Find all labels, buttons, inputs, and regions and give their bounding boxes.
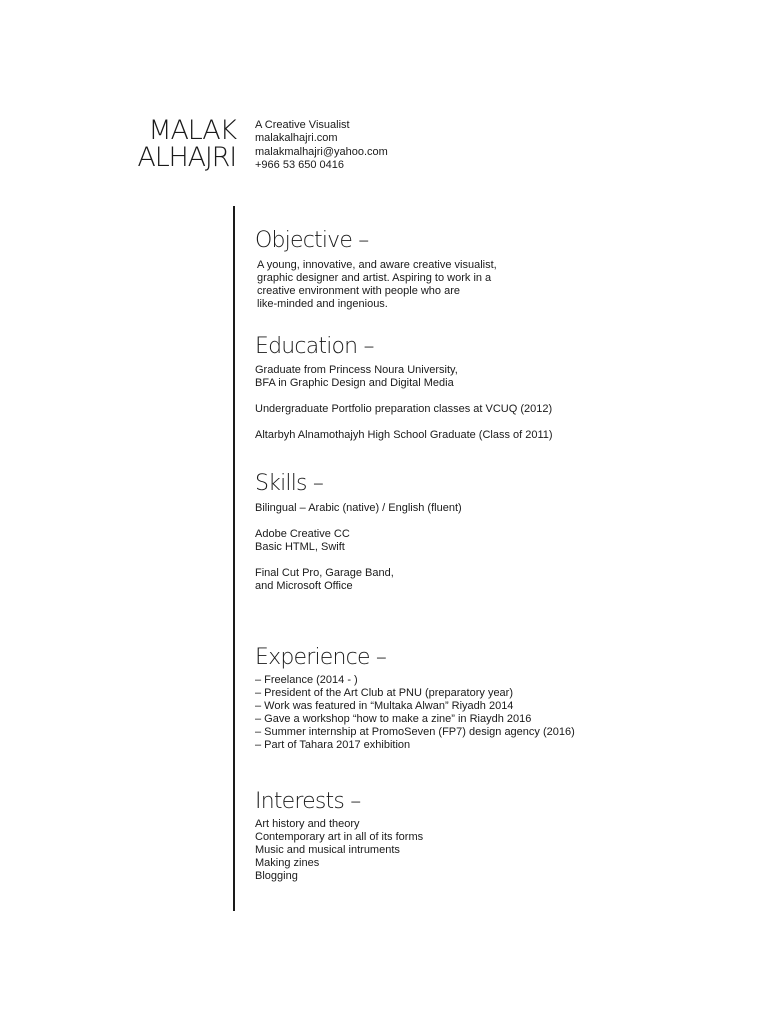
phone-number: +966 53 650 0416 (255, 158, 345, 171)
name-last: ALHAJRI (137, 142, 236, 173)
skills-list (255, 502, 462, 593)
experience-item: – Work was featured in “Multaka Alwan” Riyadh 2014 (255, 700, 514, 712)
skill-item: Final Cut Pro, Garage Band, (255, 567, 394, 579)
objective-text (257, 259, 497, 311)
contact-block (255, 119, 388, 172)
interest-item: Music and musical intruments (255, 844, 400, 856)
skill-item: and Microsoft Office (255, 580, 353, 592)
skills-heading: Skills – (255, 471, 324, 496)
skills-section (255, 472, 462, 593)
experience-section (255, 646, 575, 752)
experience-item: – Summer internship at PromoSeven (FP7) design agency (2016) (255, 726, 575, 738)
interest-item: Blogging (255, 870, 298, 882)
website-link[interactable]: malakalhajri.com (255, 132, 338, 145)
experience-list (255, 674, 575, 752)
experience-heading: Experience – (255, 645, 387, 670)
education-heading: Education – (255, 334, 374, 359)
interest-item: Making zines (255, 857, 320, 869)
objective-heading: Objective – (255, 228, 369, 253)
interests-heading: Interests – (255, 789, 361, 814)
tagline: A Creative Visualist (255, 119, 350, 131)
interests-list (255, 818, 423, 883)
interest-item: Art history and theory (255, 818, 360, 830)
objective-line: creative environment with people who are (257, 285, 461, 297)
interests-section (255, 790, 423, 883)
experience-item: – President of the Art Club at PNU (preparatory year) (255, 687, 514, 699)
education-item: Graduate from Princess Noura University, (255, 364, 458, 376)
education-section (255, 335, 553, 442)
education-list (255, 364, 553, 442)
objective-line: like-minded and ingenious. (257, 298, 388, 310)
education-item: BFA in Graphic Design and Digital Media (255, 377, 454, 389)
education-item: Altarbyh Alnamothajyh High School Graduate (Class of 2011) (255, 429, 553, 441)
skill-item: Bilingual – Arabic (native) / English (fluent) (255, 502, 462, 514)
name-first: MALAK (148, 115, 236, 146)
experience-item: – Part of Tahara 2017 exhibition (255, 739, 411, 751)
objective-line: graphic designer and artist. Aspiring to work in a (257, 272, 492, 284)
interest-item: Contemporary art in all of its forms (255, 831, 424, 843)
vertical-divider (233, 206, 235, 911)
skill-item: Basic HTML, Swift (255, 541, 345, 553)
objective-line: A young, innovative, and aware creative visualist, (257, 259, 497, 271)
objective-section (255, 229, 497, 311)
education-item: Undergraduate Portfolio preparation classes at VCUQ (2012) (255, 403, 553, 415)
skill-item: Adobe Creative CC (255, 528, 350, 540)
email-link[interactable]: malakmalhajri@yahoo.com (255, 145, 388, 158)
experience-item: – Freelance (2014 - ) (255, 674, 358, 686)
resume-name (137, 117, 236, 171)
experience-item: – Gave a workshop “how to make a zine” in Riaydh 2016 (255, 713, 532, 725)
